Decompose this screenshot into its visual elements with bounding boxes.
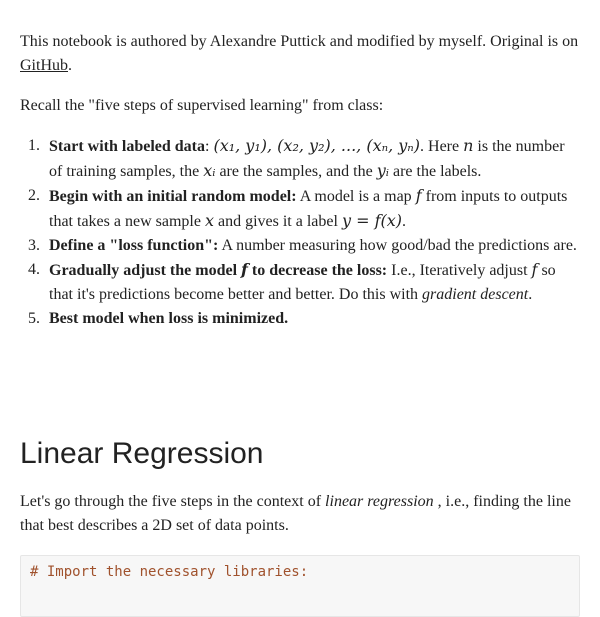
step-text: A model is a map xyxy=(296,188,416,205)
code-cell[interactable] xyxy=(20,555,580,617)
math-n: n xyxy=(463,136,474,155)
list-item xyxy=(20,134,580,184)
step-text: is the number of training samples, the xyxy=(49,138,565,180)
math-f: f xyxy=(241,260,248,279)
step-text: so that it's predictions become better and better. Do this with xyxy=(49,262,556,303)
math-f: f xyxy=(415,186,422,205)
list-item xyxy=(20,234,580,258)
step-title xyxy=(49,262,387,279)
gradient-descent-term: gradient descent xyxy=(422,286,529,303)
step-text: . Here xyxy=(420,138,464,155)
intro-period: . xyxy=(68,57,72,74)
step-text: I.e., Iteratively adjust xyxy=(387,262,532,279)
list-number: 1. xyxy=(28,137,40,154)
math-f: f xyxy=(531,260,538,279)
list-number: 4. xyxy=(28,261,40,278)
math-x: x xyxy=(204,211,214,230)
step-text: . xyxy=(402,213,406,230)
step-text: and gives it a label xyxy=(213,213,342,230)
step-title-part: Gradually adjust the model xyxy=(49,262,242,279)
step-title: Best model when loss is minimized. xyxy=(49,310,289,327)
list-item xyxy=(20,184,580,234)
list-item xyxy=(20,258,580,307)
section-heading: Linear Regression xyxy=(20,437,264,470)
lets-text: , i.e., finding the line that best describes a 2D set of data points. xyxy=(20,493,571,534)
steps-list xyxy=(20,134,580,331)
github-link[interactable]: GitHub xyxy=(20,57,68,74)
list-number: 3. xyxy=(28,237,40,254)
step-text: are the samples, and the xyxy=(215,163,377,180)
intro-paragraph xyxy=(20,30,580,78)
step-title: Begin with an initial random model: xyxy=(49,188,297,205)
step-text: are the labels. xyxy=(388,163,482,180)
list-number: 2. xyxy=(28,187,40,204)
step-title: Define a "loss function": xyxy=(49,237,219,254)
lets-paragraph xyxy=(20,490,580,538)
step-title-part: to decrease the loss: xyxy=(247,262,388,279)
code-comment: # Import the necessary libraries: xyxy=(30,564,309,580)
recall-paragraph: Recall the "five steps of supervised learning" from class: xyxy=(20,97,384,114)
math-yi: yᵢ xyxy=(376,161,389,180)
lets-text: Let's go through the five steps in the context of xyxy=(20,493,326,510)
step-colon: : xyxy=(205,138,210,155)
linear-regression-term: linear regression xyxy=(325,493,434,510)
step-text: A number measuring how good/bad the predictions are. xyxy=(218,237,577,254)
math-data-pairs: (x₁, y₁), (x₂, y₂), ..., (xₙ, yₙ) xyxy=(213,136,421,155)
step-title: Start with labeled data xyxy=(49,138,205,155)
math-xi: xᵢ xyxy=(203,161,216,180)
step-text: . xyxy=(528,286,533,303)
list-item xyxy=(20,307,580,331)
math-equation: y = f(x) xyxy=(341,211,402,230)
step-text: from inputs to outputs that takes a new sample xyxy=(49,188,568,230)
list-number: 5. xyxy=(28,310,40,327)
intro-text: This notebook is authored by Alexandre Puttick and modified by myself. Original is on xyxy=(20,33,579,50)
